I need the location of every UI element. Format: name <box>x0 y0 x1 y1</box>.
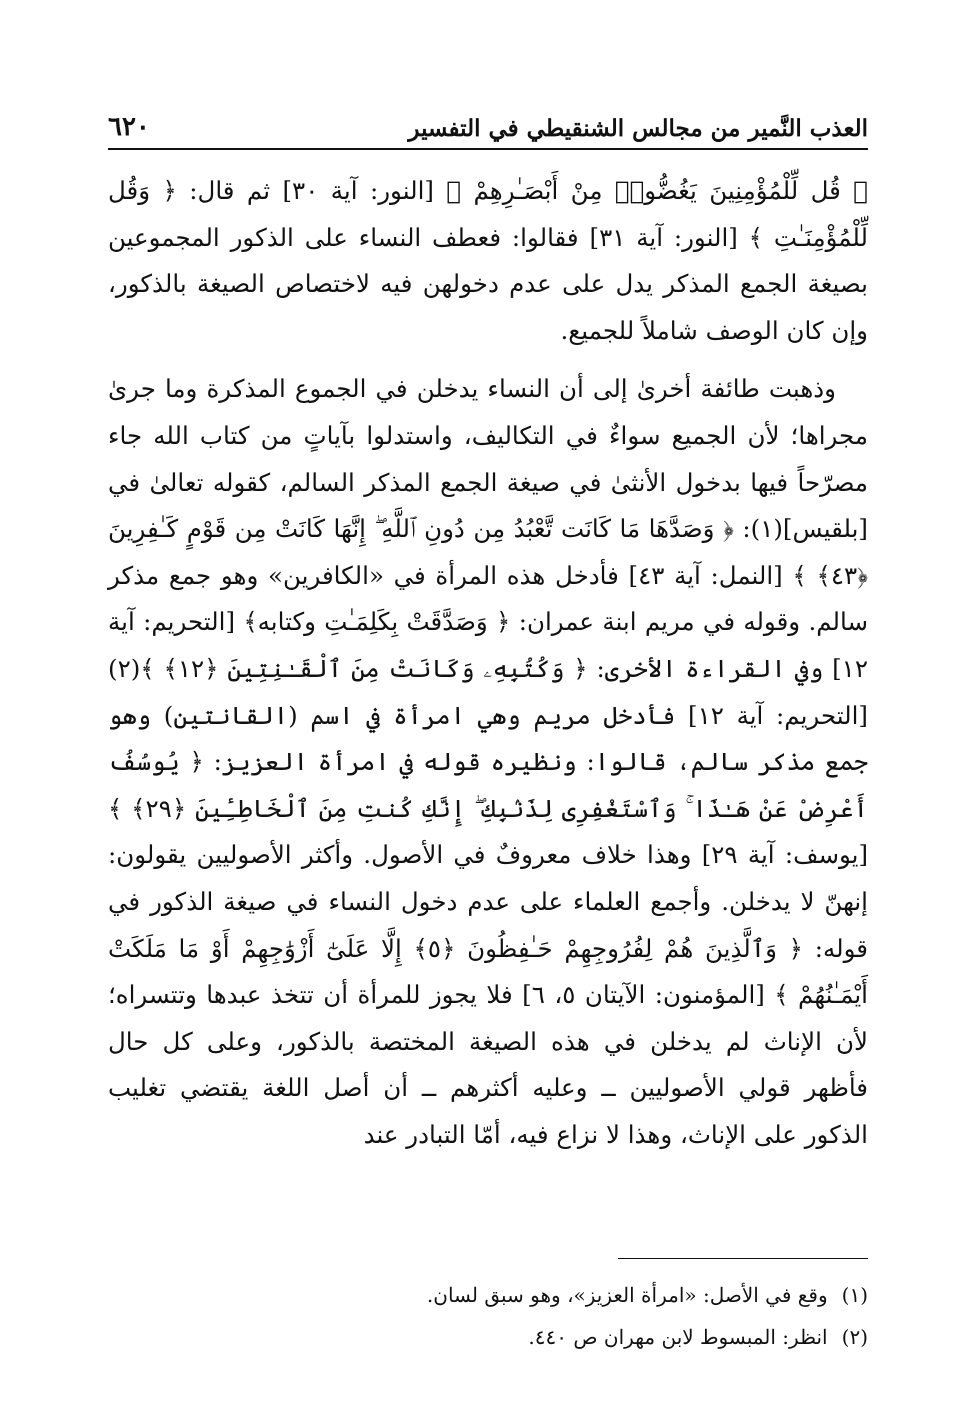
footnote-text: وقع في الأصل: «امرأة العزيز»، وهو سبق لسان. <box>426 1283 828 1307</box>
paragraph-2: وذهبت طائفة أخرىٰ إلى أن النساء يدخلن في الجموع المذكرة وما جرىٰ مجراها؛ لأن الجميع سواءٌ في التكاليف، واستدلوا بآياتٍ من كتاب الله جاء مصرّحاً فيها بدخول الأنثىٰ في صيغة الجمع المذكر السالم، كقوله تعالىٰ في [بلقيس](١): ﴿ وَصَدَّهَا مَا كَانَت تَّعْبُدُ مِن دُونِ ٱللَّهِ ۖ إِنَّهَا كَانَتْ مِن قَوْمٍ كَـٰفِرِينَ ﴿٤٣﴾ ﴾ [النمل: آية ٤٣] فأدخل هذه المرأة في «الكافرين» وهو جمع مذكر سالم. وقوله في مريم ابنة عمران: ﴿ وَصَدَّقَتْ بِكَلِمَـٰتِ وكتابه﴾ [التحريم: آية ١٢] وفي القراءة الأخرى: ﴿ وَكُتُبِهِۦ وَكَانَتْ مِنَ ٱلْقَـٰنِتِينَ ﴿١٢﴾ ﴾(٢) [التحريم: آية ١٢] فأدخل مريم وهي امرأة في اسم (القانتين) وهو جمع مذكر سالم، قالوا: ونظيره قوله في امرأة العزيز: ﴿ يُوسُفُ أَعْرِضْ عَنْ هَـٰذَا ۚ وَٱسْتَغْفِرِى لِذَنۢبِكِ ۖ إِنَّكِ كُنتِ مِنَ ٱلْخَاطِـِٔينَ ﴿٢٩﴾ ﴾ [يوسف: آية ٢٩] وهذا خلاف معروفٌ في الأصول. وأكثر الأصوليين يقولون: إنهنّ لا يدخلن. وأجمع العلماء على عدم دخول النساء في صيغة الذكور في قوله: ﴿ وَٱلَّذِينَ هُمْ لِفُرُوجِهِمْ حَـٰفِظُونَ ﴿٥﴾ إِلَّا عَلَىٰٓ أَزْوَٰجِهِمْ أَوْ مَا مَلَكَتْ أَيْمَـٰنُهُمْ ﴾ [المؤمنون: الآيتان ٥، ٦] فلا يجوز للمرأة أن تتخذ عبدها وتتسراه؛ لأن الإناث لم يدخلن في هذه الصيغة المختصة بالذكور، وعلى كل حال فأظهر قولي الأصوليين ــ وعليه أكثرهم ــ أن أصل اللغة يقتضي تغليب الذكور على الإناث، وهذا لا نزاع فيه، أمّا التبادر عند <box>108 374 869 1149</box>
footnote-text: انظر: المبسوط لابن مهران ص ٤٤٠. <box>528 1325 828 1349</box>
footnote-2 <box>108 1316 868 1358</box>
footnote-number: (١) <box>841 1283 868 1307</box>
body-text <box>108 168 868 1158</box>
running-title: العذب النَّمير من مجالس الشنقيطي في التفسير <box>408 115 868 142</box>
book-page <box>108 100 869 1349</box>
footnotes <box>108 1274 868 1358</box>
paragraph-1: ﴿ قُل لِّلْمُؤْمِنِينَ يَغُضُّوا۟ مِنْ أَبْصَـٰرِهِمْ ﴾ [النور: آية ٣٠] ثم قال: ﴿ وَقُل لِّلْمُؤْمِنَـٰتِ ﴾ [النور: آية ٣١] فقالوا: فعطف النساء على الذكور المجموعين بصيغة الجمع المذكر يدل على عدم دخولهن فيه لاختصاص الصيغة بالذكور، وإن كان الوصف شاملاً للجميع. <box>108 176 869 345</box>
page-number: ٦٢٠ <box>108 112 150 142</box>
footnote-1 <box>108 1274 868 1316</box>
footnote-rule <box>618 1258 868 1259</box>
header-rule <box>108 148 868 150</box>
footnote-number: (٢) <box>841 1325 868 1349</box>
running-header <box>108 100 868 142</box>
